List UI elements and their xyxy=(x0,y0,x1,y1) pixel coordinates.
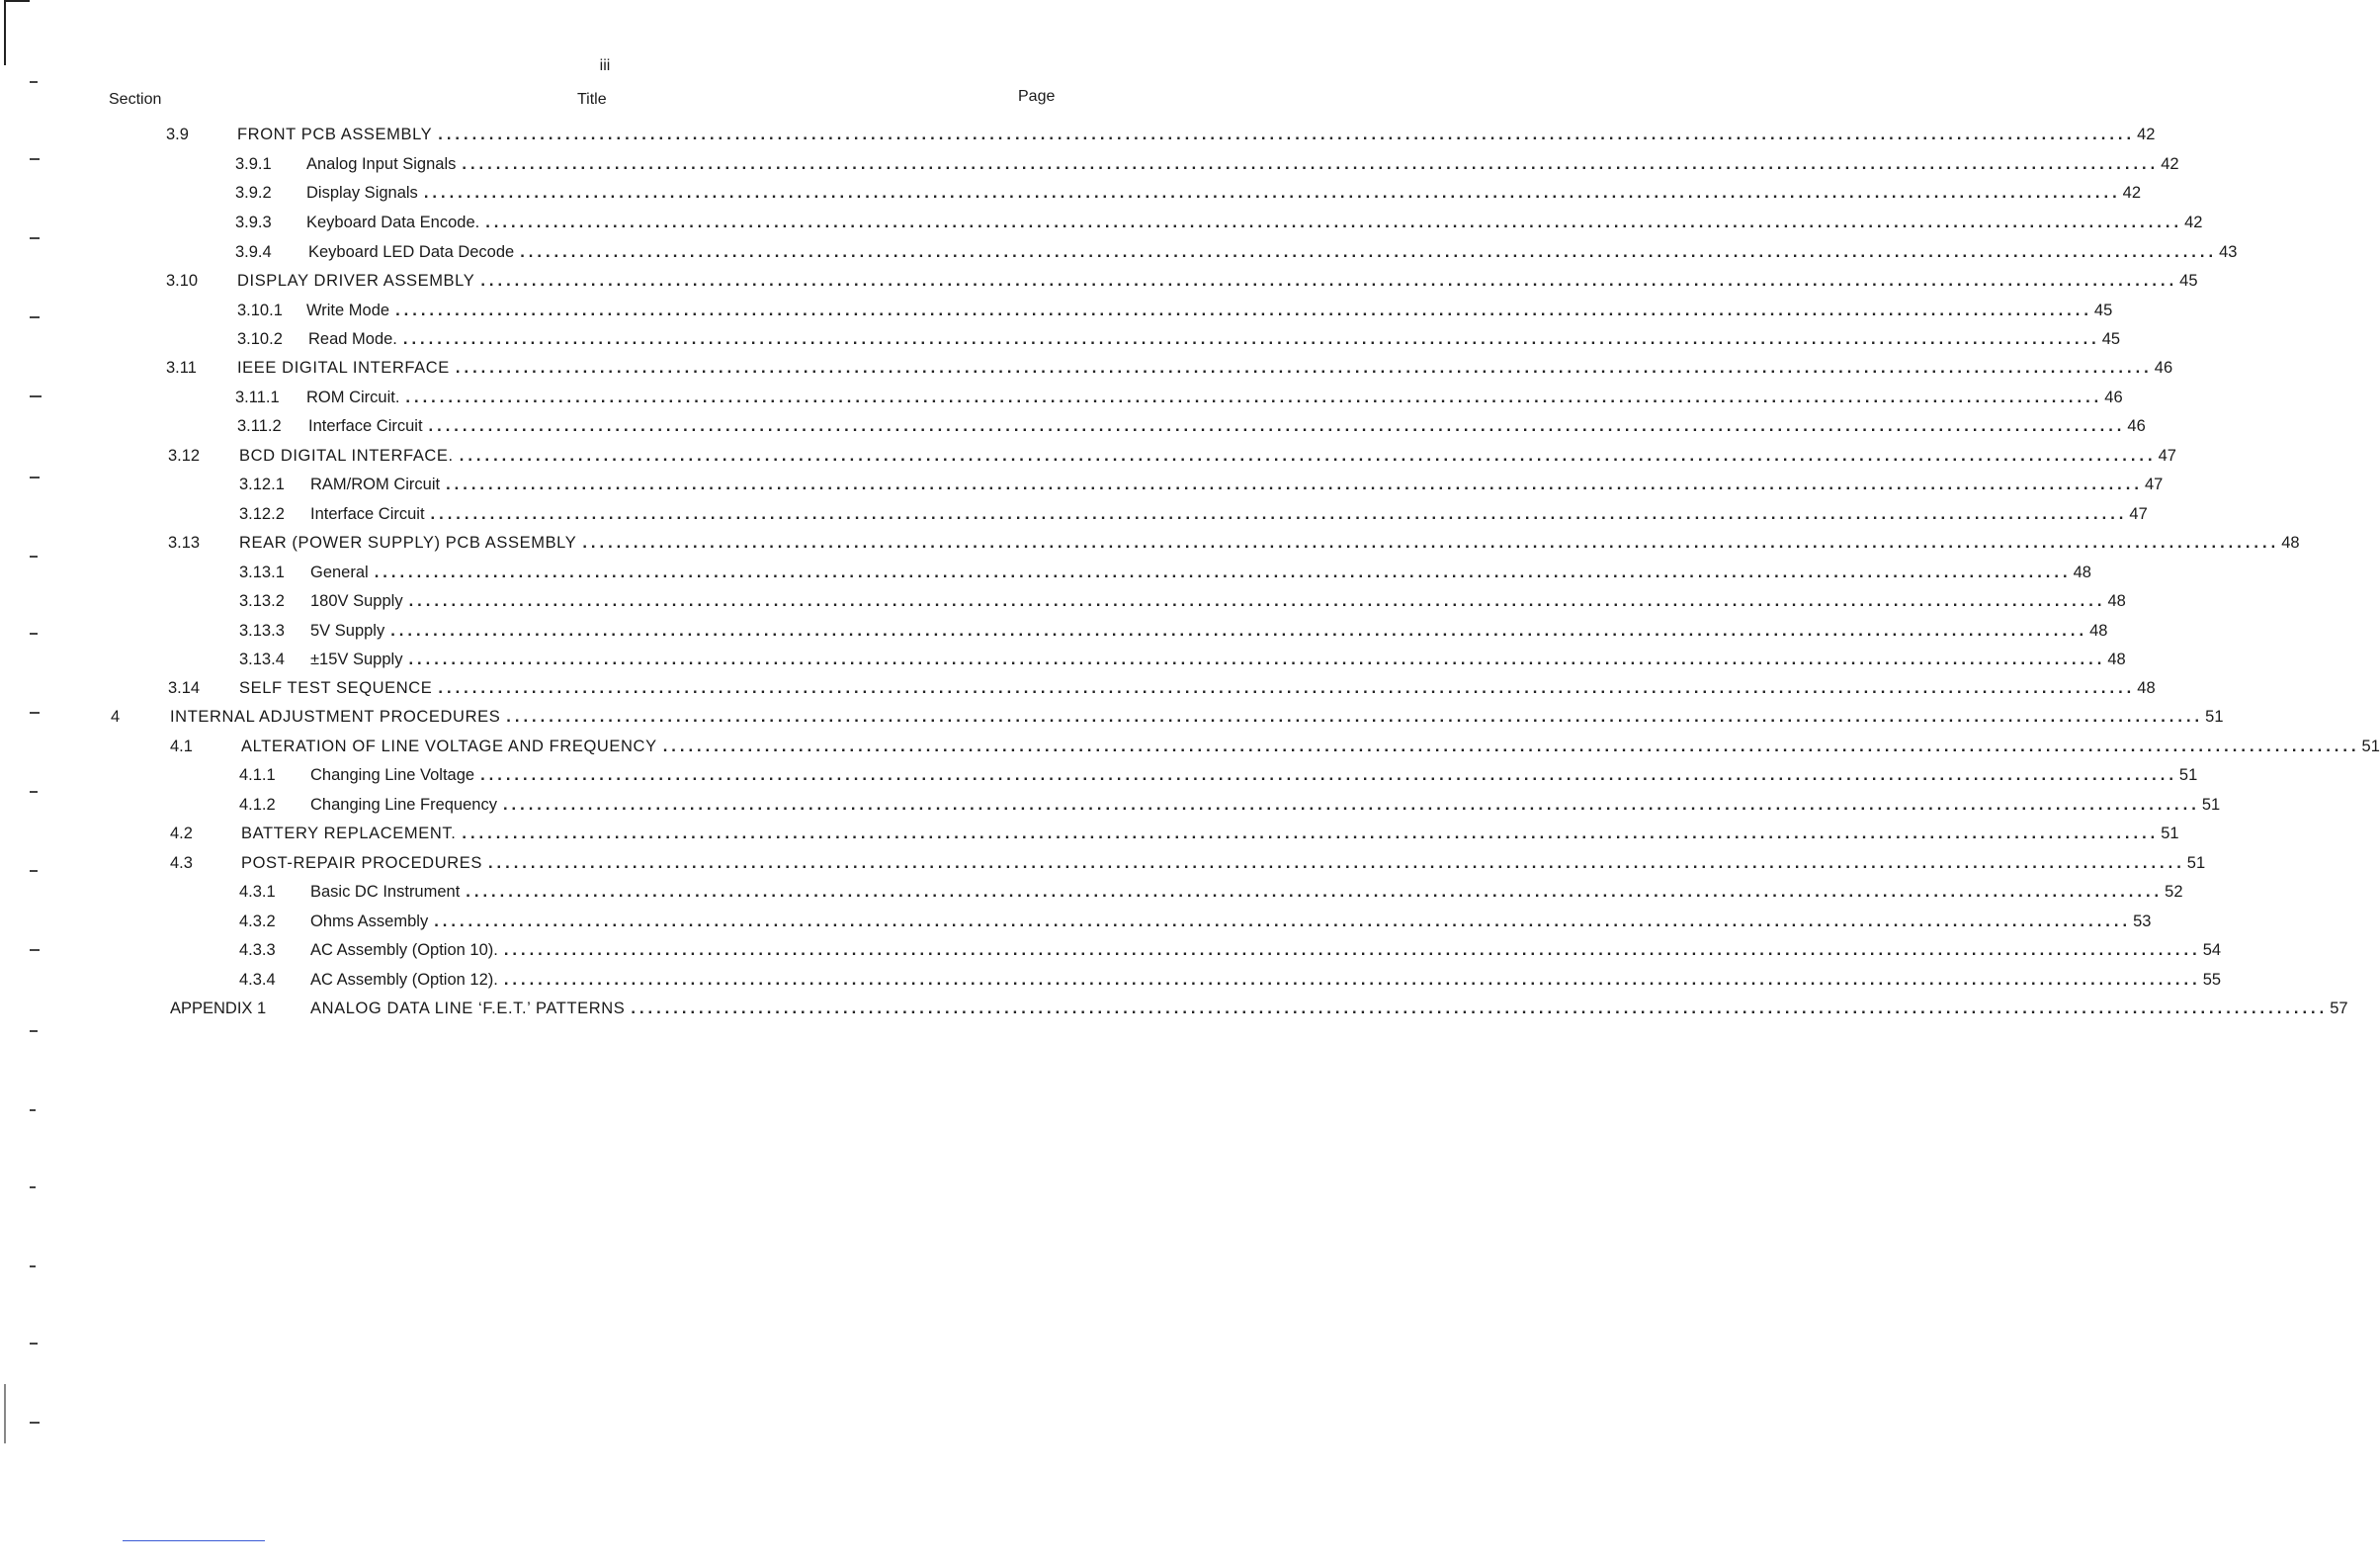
toc-entry xyxy=(235,384,2123,407)
dot-leader: ........................................................................................................................................................................................................ xyxy=(662,738,2360,755)
toc-entry-page: 53 xyxy=(2133,913,2152,930)
header-section: Section xyxy=(109,91,162,108)
toc-entry-number: 3.10 xyxy=(166,272,199,290)
toc-entry-number: 4.3.3 xyxy=(239,941,276,959)
toc-entry xyxy=(170,849,2206,873)
toc-entry-number: 4.3.2 xyxy=(239,913,276,930)
toc-entry-number: 4 xyxy=(111,708,121,726)
toc-entry xyxy=(168,674,2156,698)
dot-leader: ........................................................................................................................................................................................................ xyxy=(446,476,2143,493)
toc-entry-title: ROM Circuit. xyxy=(306,389,400,406)
dot-leader: ........................................................................................................................................................................................................ xyxy=(520,243,2218,261)
margin-tick xyxy=(30,1422,40,1424)
toc-entry-page: 48 xyxy=(2281,534,2300,552)
toc-entry-title: Changing Line Frequency xyxy=(310,796,497,814)
margin-tick xyxy=(30,1343,38,1345)
toc-entry-number: 3.13.2 xyxy=(239,592,285,610)
toc-entry-page: 48 xyxy=(2137,679,2156,697)
toc-entry-number: 3.11.2 xyxy=(237,417,282,435)
toc-entry xyxy=(170,995,2348,1018)
toc-entry-page: 42 xyxy=(2122,184,2142,202)
toc-entry-number: 3.9.1 xyxy=(235,155,272,173)
toc-entry-number: 3.13.1 xyxy=(239,564,285,581)
toc-entry-title: Interface Circuit xyxy=(308,417,423,435)
toc-entry-title: Read Mode. xyxy=(308,330,397,348)
toc-entry-number: 3.13 xyxy=(168,534,201,552)
toc-entry-page: 47 xyxy=(2158,447,2176,465)
toc-entry xyxy=(239,646,2126,669)
toc-entry-page: 43 xyxy=(2219,243,2238,261)
dot-leader: ........................................................................................................................................................................................................ xyxy=(438,679,2136,697)
toc-entry-title: INTERNAL ADJUSTMENT PROCEDURES xyxy=(170,708,501,726)
margin-tick xyxy=(30,1265,36,1267)
toc-entry-page: 51 xyxy=(2201,796,2221,814)
toc-entry-title: ANALOG DATA LINE ‘F.E.T.’ PATTERNS xyxy=(310,1000,626,1017)
toc-entry-title: BCD DIGITAL INTERFACE. xyxy=(239,447,454,465)
toc-entry xyxy=(239,587,2126,611)
toc-entry-page: 46 xyxy=(2127,417,2146,435)
toc-entry xyxy=(168,442,2176,466)
toc-entry-title: Basic DC Instrument xyxy=(310,883,461,901)
dot-leader: ........................................................................................................................................................................................................ xyxy=(405,389,2103,406)
dot-leader: ........................................................................................................................................................................................................ xyxy=(374,564,2072,581)
toc-entry xyxy=(168,529,2300,553)
dot-leader: ........................................................................................................................................................................................................ xyxy=(487,854,2185,872)
toc-entry xyxy=(239,791,2221,815)
toc-entry-page: 54 xyxy=(2202,941,2222,959)
toc-entry-page: 47 xyxy=(2129,505,2148,523)
page-number: iii xyxy=(599,57,611,74)
toc-entry xyxy=(239,761,2198,785)
toc-entry-number: 4.1.2 xyxy=(239,796,276,814)
toc-entry-number: 3.13.3 xyxy=(239,622,285,640)
toc-entry xyxy=(166,121,2156,144)
margin-tick xyxy=(30,1186,36,1188)
toc-entry xyxy=(235,150,2179,174)
toc-entry-page: 45 xyxy=(2179,272,2198,290)
dot-leader: ........................................................................................................................................................................................................ xyxy=(430,505,2128,523)
toc-entry-title: FRONT PCB ASSEMBLY xyxy=(237,126,433,143)
header-title: Title xyxy=(577,91,607,108)
dot-leader: ........................................................................................................................................................................................................ xyxy=(631,1000,2329,1017)
toc-entry xyxy=(239,500,2148,524)
toc-entry-number: 3.10.2 xyxy=(237,330,283,348)
toc-entry-page: 51 xyxy=(2205,708,2224,726)
toc-entry-title: AC Assembly (Option 10). xyxy=(310,941,498,959)
toc-entry-number: 3.9.3 xyxy=(235,214,272,231)
dot-leader: ........................................................................................................................................................................................................ xyxy=(434,913,2132,930)
dot-leader: ........................................................................................................................................................................................................ xyxy=(503,971,2201,989)
toc-entry-number: 3.11 xyxy=(166,359,197,377)
toc-entry-page: 42 xyxy=(2161,155,2179,173)
toc-entry-title: REAR (POWER SUPPLY) PCB ASSEMBLY xyxy=(239,534,577,552)
toc-entry-title: POST-REPAIR PROCEDURES xyxy=(241,854,482,872)
toc-entry-title: IEEE DIGITAL INTERFACE xyxy=(237,359,450,377)
dot-leader: ........................................................................................................................................................................................................ xyxy=(408,651,2106,668)
dot-leader: ........................................................................................................................................................................................................ xyxy=(582,534,2280,552)
toc-entry-number: 3.10.1 xyxy=(237,302,283,319)
toc-entry-title: Keyboard Data Encode. xyxy=(306,214,480,231)
toc-entry xyxy=(111,703,2224,727)
toc-entry xyxy=(237,412,2146,436)
toc-entry-page: 57 xyxy=(2330,1000,2348,1017)
toc-entry-page: 45 xyxy=(2101,330,2121,348)
toc-entry-number: 4.3.1 xyxy=(239,883,276,901)
toc-entry-title: Keyboard LED Data Decode xyxy=(308,243,515,261)
toc-entry-title: 5V Supply xyxy=(310,622,385,640)
toc-entry-title: RAM/ROM Circuit xyxy=(310,476,441,493)
toc-entry-page: 51 xyxy=(2186,854,2206,872)
dot-leader: ........................................................................................................................................................................................................ xyxy=(502,796,2200,814)
dot-leader: ........................................................................................................................................................................................................ xyxy=(390,622,2088,640)
toc-entry-title: Changing Line Voltage xyxy=(310,766,475,784)
toc-entry xyxy=(239,559,2091,582)
toc-entry xyxy=(237,325,2121,349)
toc-entry-title: ±15V Supply xyxy=(310,651,403,668)
scan-edge-mark xyxy=(4,1384,6,1443)
toc-entry-number: 3.9.2 xyxy=(235,184,272,202)
toc-entry-number: 3.14 xyxy=(168,679,201,697)
toc-entry-page: 52 xyxy=(2165,883,2183,901)
toc-entry-page: 48 xyxy=(2073,564,2091,581)
dot-leader: ........................................................................................................................................................................................................ xyxy=(423,184,2121,202)
margin-tick xyxy=(30,1109,36,1111)
dot-leader: ........................................................................................................................................................................................................ xyxy=(462,825,2160,842)
toc-entry xyxy=(239,617,2108,641)
toc-entry-page: 48 xyxy=(2107,651,2126,668)
toc-entry-number: 3.12 xyxy=(168,447,201,465)
toc-entry-page: 46 xyxy=(2154,359,2173,377)
toc-entry xyxy=(235,238,2238,262)
dot-leader: ........................................................................................................................................................................................................ xyxy=(428,417,2126,435)
toc-entry-number: 4.3.4 xyxy=(239,971,276,989)
toc-entry xyxy=(166,354,2173,378)
dot-leader: ........................................................................................................................................................................................................ xyxy=(480,766,2177,784)
toc-entry-number: 3.12.1 xyxy=(239,476,285,493)
dot-leader: ........................................................................................................................................................................................................ xyxy=(480,272,2178,290)
toc-entry xyxy=(239,878,2183,902)
dot-leader: ........................................................................................................................................................................................................ xyxy=(466,883,2164,901)
toc-entry-title: AC Assembly (Option 12). xyxy=(310,971,498,989)
toc-entry-number: 3.12.2 xyxy=(239,505,285,523)
dot-leader: ........................................................................................................................................................................................................ xyxy=(455,359,2153,377)
toc-entry xyxy=(235,209,2203,232)
dot-leader: ........................................................................................................................................................................................................ xyxy=(395,302,2092,319)
toc-entry-number: APPENDIX 1 xyxy=(170,1000,267,1017)
toc-entry xyxy=(239,966,2222,990)
toc-entry-page: 51 xyxy=(2361,738,2380,755)
dot-leader: ........................................................................................................................................................................................................ xyxy=(438,126,2136,143)
toc-entry-page: 51 xyxy=(2161,825,2179,842)
toc-entry xyxy=(170,820,2179,843)
toc-entry-title: ALTERATION OF LINE VOLTAGE AND FREQUENCY xyxy=(241,738,657,755)
toc-entry-page: 48 xyxy=(2107,592,2126,610)
header-page: Page xyxy=(1018,88,1056,105)
toc-entry-number: 4.2 xyxy=(170,825,193,842)
toc-entry-page: 42 xyxy=(2184,214,2203,231)
toc-entry xyxy=(239,471,2164,494)
toc-entry-page: 47 xyxy=(2144,476,2164,493)
toc-entry-title: SELF TEST SEQUENCE xyxy=(239,679,433,697)
toc-entry xyxy=(170,733,2380,756)
toc-entry-title: General xyxy=(310,564,369,581)
toc-entry-page: 42 xyxy=(2137,126,2156,143)
toc-entry-number: 4.1.1 xyxy=(239,766,276,784)
toc-entry-title: Ohms Assembly xyxy=(310,913,429,930)
toc-entry-title: Analog Input Signals xyxy=(306,155,457,173)
toc-entry-page: 51 xyxy=(2178,766,2198,784)
toc-entry-page: 46 xyxy=(2104,389,2123,406)
toc-entry-page: 55 xyxy=(2202,971,2222,989)
toc-entry-title: 180V Supply xyxy=(310,592,403,610)
toc-entry-number: 3.11.1 xyxy=(235,389,280,406)
toc-entry-page: 45 xyxy=(2093,302,2113,319)
toc-entry-number: 3.9.4 xyxy=(235,243,272,261)
toc-entry-number: 3.13.4 xyxy=(239,651,285,668)
dot-leader: ........................................................................................................................................................................................................ xyxy=(462,155,2160,173)
toc-entry-page: 48 xyxy=(2089,622,2108,640)
toc-entry-title: Display Signals xyxy=(306,184,418,202)
dot-leader: ........................................................................................................................................................................................................ xyxy=(402,330,2100,348)
toc-entry-title: DISPLAY DRIVER ASSEMBLY xyxy=(237,272,475,290)
toc-entry-title: BATTERY REPLACEMENT. xyxy=(241,825,457,842)
toc-entry xyxy=(239,908,2152,931)
dot-leader: ........................................................................................................................................................................................................ xyxy=(503,941,2201,959)
toc-entry xyxy=(239,936,2222,960)
toc-entry-title: Interface Circuit xyxy=(310,505,425,523)
dot-leader: ........................................................................................................................................................................................................ xyxy=(485,214,2183,231)
toc-entry xyxy=(166,267,2198,291)
toc-entry xyxy=(237,297,2113,320)
toc-entry-number: 3.9 xyxy=(166,126,189,143)
dot-leader: ........................................................................................................................................................................................................ xyxy=(408,592,2106,610)
toc-entry xyxy=(235,179,2142,203)
bottom-rule xyxy=(123,1540,265,1541)
toc-entry-number: 4.1 xyxy=(170,738,193,755)
dot-leader: ........................................................................................................................................................................................................ xyxy=(459,447,2157,465)
dot-leader: ........................................................................................................................................................................................................ xyxy=(506,708,2204,726)
toc-entry-number: 4.3 xyxy=(170,854,193,872)
toc-entry-title: Write Mode xyxy=(306,302,390,319)
